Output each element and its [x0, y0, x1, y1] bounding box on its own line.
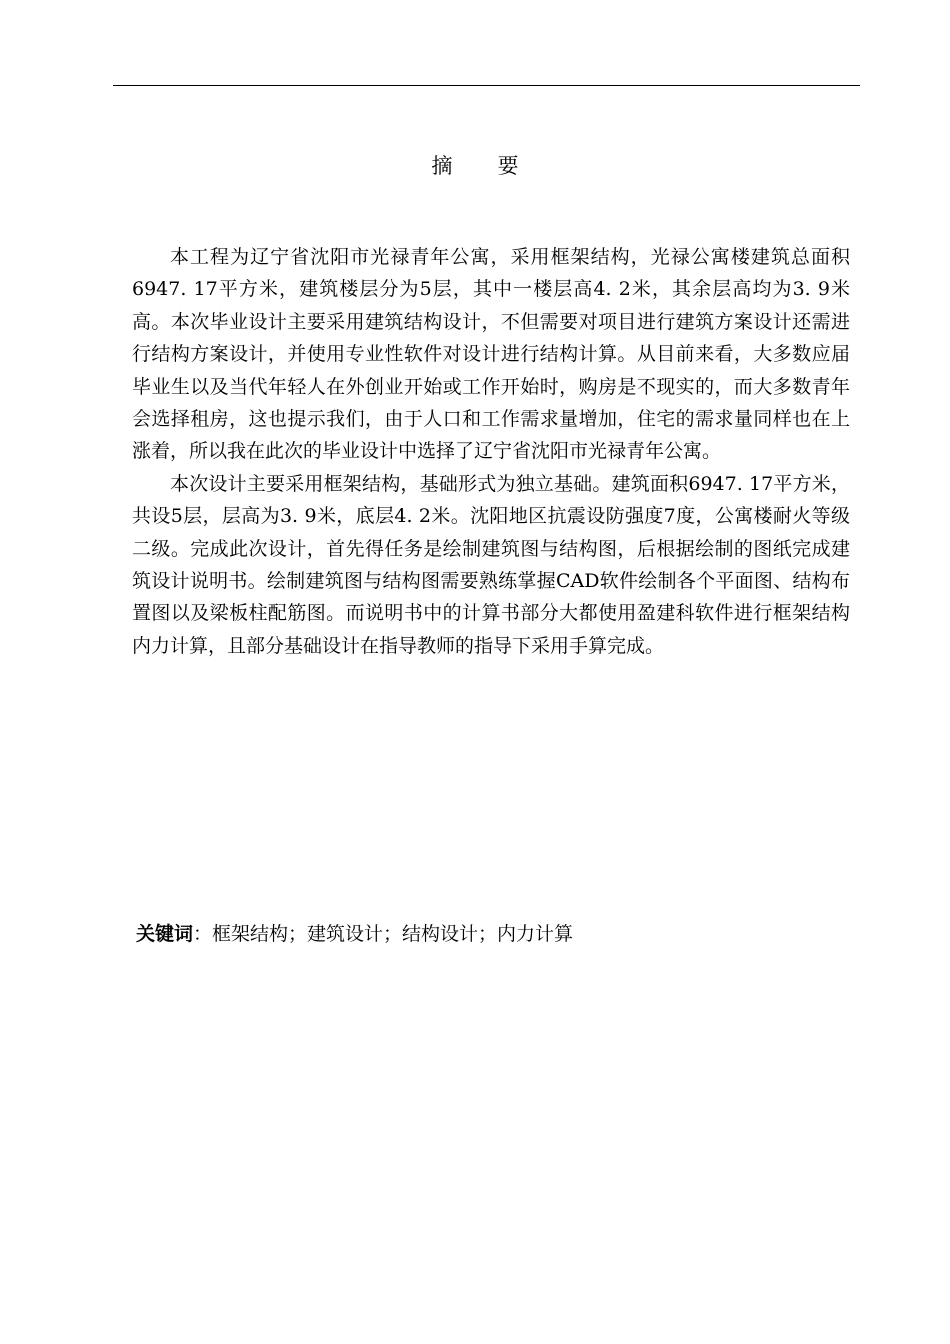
keywords-separator: ：	[193, 923, 213, 945]
abstract-body	[132, 241, 850, 662]
header-rule	[113, 85, 860, 86]
keywords-text: 框架结构；建筑设计；结构设计；内力计算	[212, 923, 574, 945]
title-char-2: 要	[497, 154, 519, 178]
abstract-paragraph-2: 本次设计主要采用框架结构，基础形式为独立基础。建筑面积6947. 17平方米，共设5层，层高为3. 9米，底层4. 2米。沈阳地区抗震设防强度7度，公寓楼耐火等级二级。完成此次设计，首先得任务是绘制建筑图与结构图，后根据绘制的图纸完成建筑设计说明书。绘制建筑图与结构图需要熟练掌握CAD软件绘制各个平面图、结构布置图以及梁板柱配筋图。而说明书中的计算书部分大都使用盈建科软件进行框架结构内力计算，且部分基础设计在指导教师的指导下采用手算完成。	[132, 472, 850, 657]
title-char-1: 摘	[431, 154, 453, 178]
page-title	[0, 150, 950, 182]
abstract-paragraph-1: 本工程为辽宁省沈阳市光禄青年公寓，采用框架结构，光禄公寓楼建筑总面积6947. 17平方米，建筑楼层分为5层，其中一楼层高4. 2米，其余层高均为3. 9米高。本次毕业设计主要采用建筑结构设计，不但需要对项目进行建筑方案设计还需进行结构方案设计，并使用专业性软件对设计进行结构计算。从目前来看，大多数应届毕业生以及当代年轻人在外创业开始或工作开始时，购房是不现实的，而大多数青年会选择租房，这也提示我们，由于人口和工作需求量增加，住宅的需求量同样也在上涨着，所以我在此次的毕业设计中选择了辽宁省沈阳市光禄青年公寓。	[132, 246, 850, 463]
keywords-line	[136, 918, 836, 950]
keywords-label: 关键词	[136, 923, 194, 945]
